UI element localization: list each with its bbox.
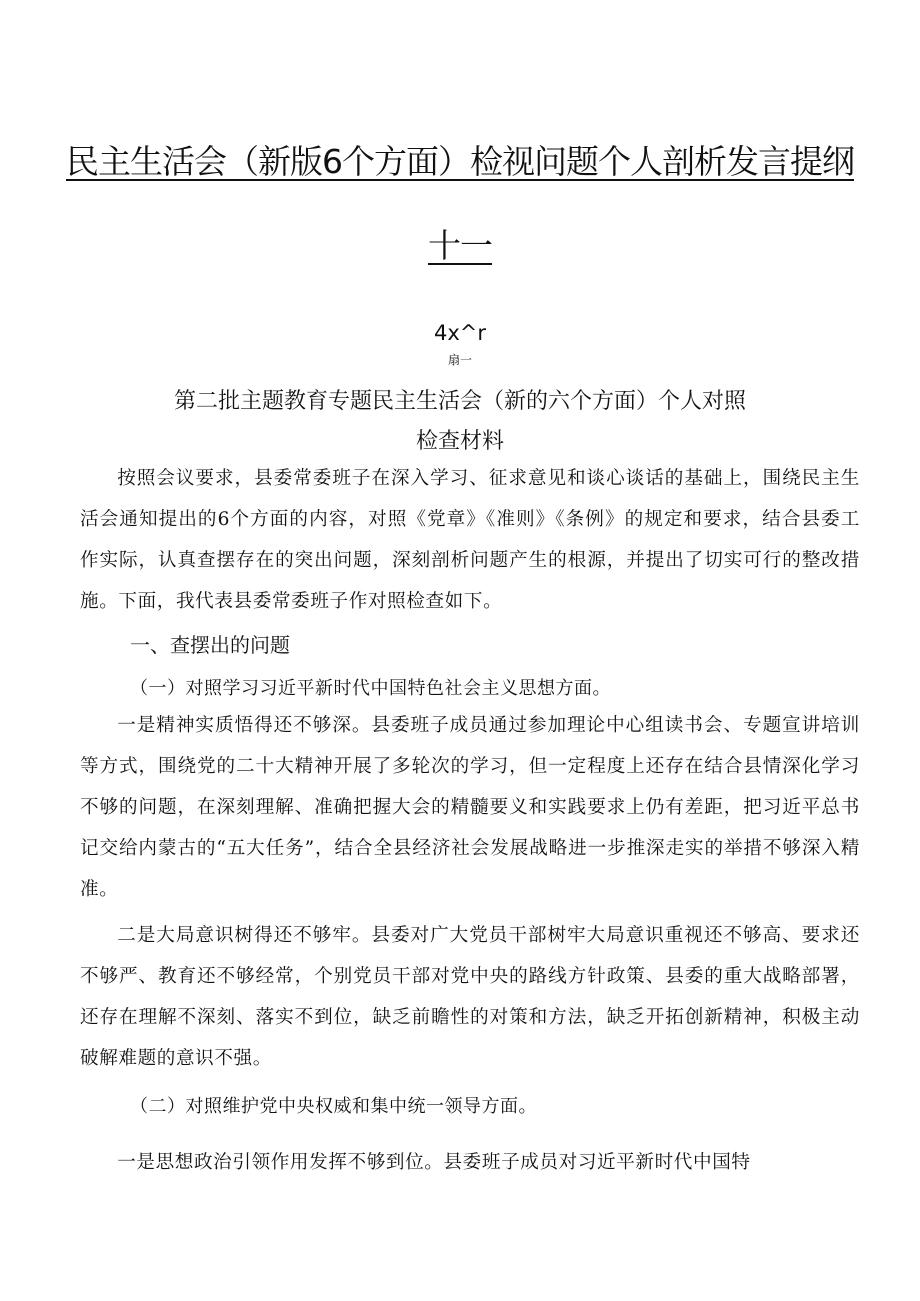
subtitle-text-a: 4x^r	[433, 321, 487, 345]
intro-paragraph: 按照会议要求，县委常委班子在深入学习、征求意见和谈心谈话的基础上，围绕民主生活会通知提出的6个方面的内容，对照《党章》《准则》《条例》的规定和要求，结合县委工作实际，认真查摆存在的突出问题，深刻剖析问题产生的根源，并提出了切实可行的整改措施。下面，我代表县委常委班子作对照检查如下。	[80, 468, 860, 612]
heading-problems-found: 一、查摆出的问题	[130, 633, 290, 657]
paragraph-3: 一是思想政治引领作用发挥不够到位。县委班子成员对习近平新时代中国特	[117, 1152, 751, 1173]
paragraph-2: 二是大局意识树得还不够牢。县委对广大党员干部树牢大局意识重视还不够高、要求还不够严、教育还不够经常，个别党员干部对党中央的路线方针政策、县委的重大战略部署，还存在理解不深刻、落实不到位，缺乏前瞻性的对策和方法，缺乏开拓创新精神，积极主动破解难题的意识不强。	[80, 925, 860, 1069]
section-title-line-2: 检查材料	[415, 429, 504, 454]
document-title-line-1: 民主生活会（新版6个方面）检视问题个人剖析发言提纲	[66, 142, 854, 181]
subheading-1: （一）对照学习习近平新时代中国特色社会主义思想方面。	[130, 678, 611, 699]
subheading-2: （二）对照维护党中央权威和集中统一领导方面。	[130, 1096, 537, 1117]
paragraph-1: 一是精神实质悟得还不够深。县委班子成员通过参加理论中心组读书会、专题宣讲培训等方式，围绕党的二十大精神开展了多轮次的学习，但一定程度上还存在结合县情深化学习不够的问题，在深刻理解、准确把握大会的精髓要义和实践要求上仍有差距，把习近平总书记交给内蒙古的“五大任务”，结合全县经济社会发展战略进一步推深走实的举措不够深入精准。	[80, 715, 860, 900]
subtitle-text-b: 扇一	[447, 353, 472, 367]
section-title-line-1: 第二批主题教育专题民主生活会（新的六个方面）个人对照	[173, 389, 746, 414]
document-title-line-2: 十一	[428, 226, 492, 265]
